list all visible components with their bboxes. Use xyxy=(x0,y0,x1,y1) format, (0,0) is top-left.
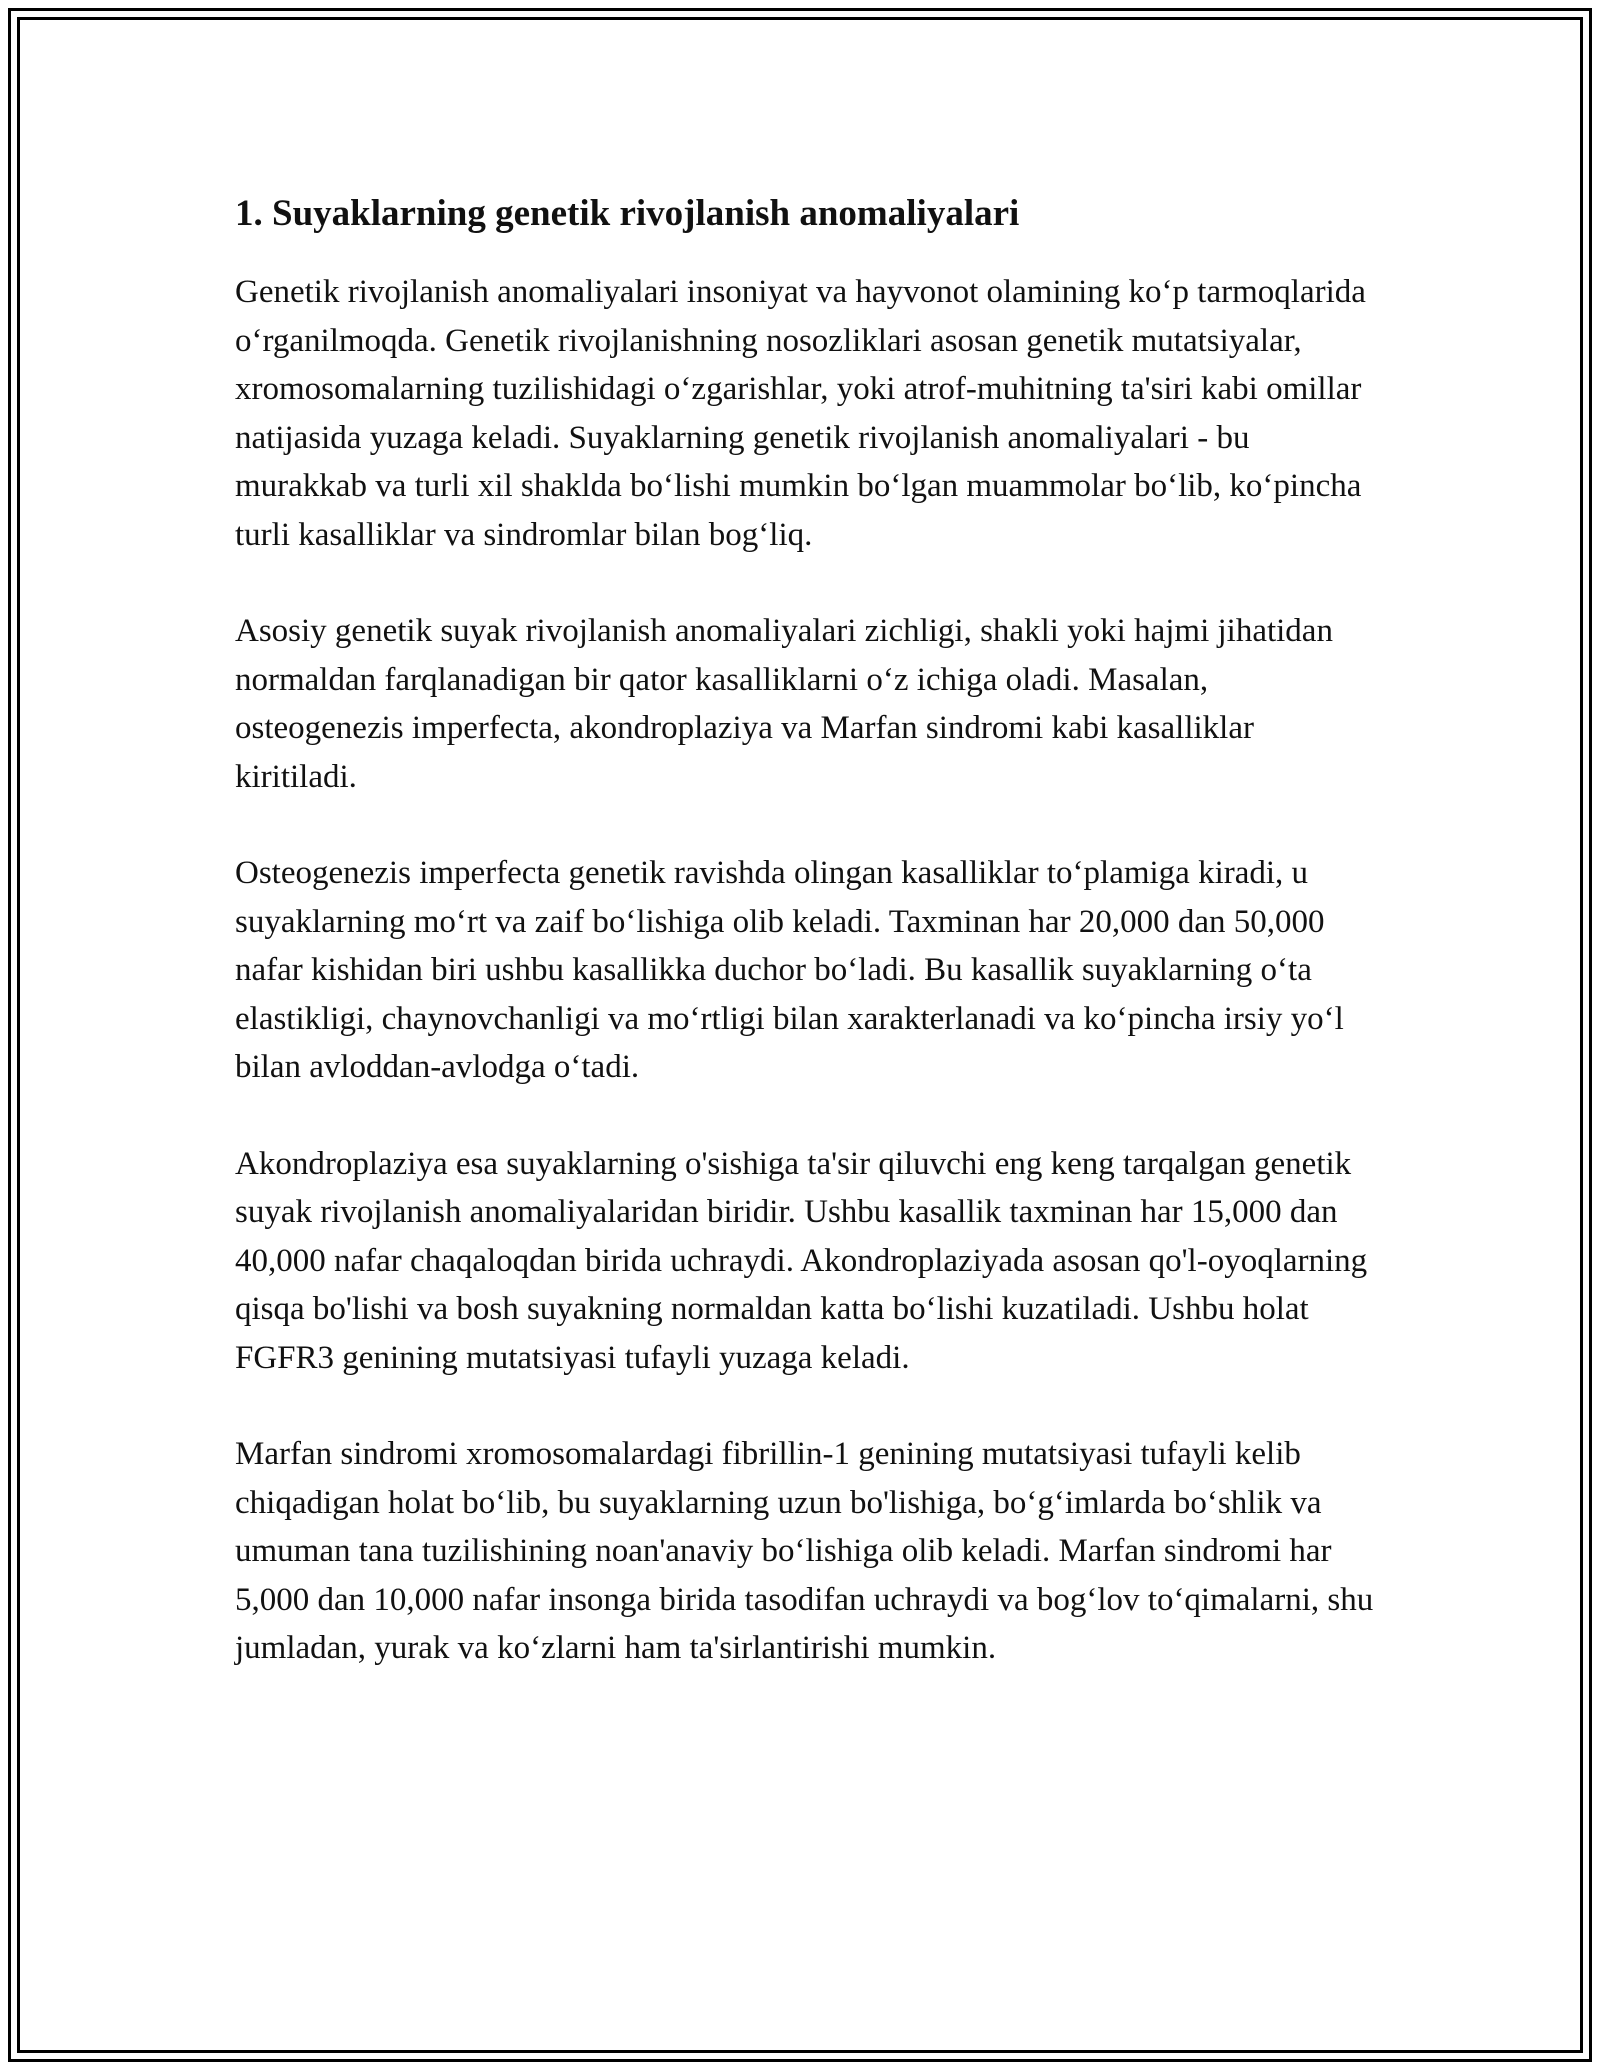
paragraph-achondroplasia: Akondroplaziya esa suyaklarning o'sishiga ta'sir qiluvchi eng keng tarqalgan genetik suyak rivojlanish anomaliyalaridan biridir. Ushbu kasallik taxminan har 15,000 dan 40,000 nafar chaqaloqdan birida uchraydi. Akondroplaziyada asosan qo'l-oyoqlarning qisqa bo'lishi va bosh suyakning normaldan katta bo‘lishi kuzatiladi. Ushbu holat FGFR3 genining mutatsiyasi tufayli yuzaga keladi. xyxy=(235,1145,1368,1376)
paragraph-main-anomalies: Asosiy genetik suyak rivojlanish anomaliyalari zichligi, shakli yoki hajmi jihatidan normaldan farqlanadigan bir qator kasalliklarni o‘z ichiga oladi. Masalan, osteogenezis imperfecta, akondroplaziya va Marfan sindromi kabi kasalliklar kiritiladi. xyxy=(235,613,1333,795)
paragraph-marfan-syndrome: Marfan sindromi xromosomalardagi fibrillin-1 genining mutatsiyasi tufayli kelib chiqadigan holat bo‘lib, bu suyaklarning uzun bo'lishiga, bo‘g‘imlarda bo‘shlik va umuman tana tuzilishining noan'anaviy bo‘lishiga olib keladi. Marfan sindromi har 5,000 dan 10,000 nafar insonga birida tasodifan uchraydi va bog‘lov to‘qimalarni, shu jumladan, yurak va ko‘zlarni ham ta'sirlantirishi mumkin. xyxy=(235,1436,1374,1666)
section-heading: 1. Suyaklarning genetik rivojlanish anomaliyalari xyxy=(235,193,1020,234)
document-body xyxy=(235,186,1375,1673)
paragraph-introduction: Genetik rivojlanish anomaliyalari insoniyat va hayvonot olamining ko‘p tarmoqlarida o‘rganilmoqda. Genetik rivojlanishning nosozliklari asosan genetik mutatsiyalar, xromosomalarning tuzilishidagi o‘zgarishlar, yoki atrof-muhitning ta'siri kabi omillar natijasida yuzaga keladi. Suyaklarning genetik rivojlanish anomaliyalari - bu murakkab va turli xil shaklda bo‘lishi mumkin bo‘lgan muammolar bo‘lib, ko‘pincha turli kasalliklar va sindromlar bilan bog‘liq. xyxy=(235,274,1366,553)
paragraph-osteogenesis-imperfecta: Osteogenezis imperfecta genetik ravishda olingan kasalliklar to‘plamiga kiradi, u suyaklarning mo‘rt va zaif bo‘lishiga olib keladi. Taxminan har 20,000 dan 50,000 nafar kishidan biri ushbu kasallikka duchor bo‘ladi. Bu kasallik suyaklarning o‘ta elastikligi, chaynovchanligi va mo‘rtligi bilan xarakterlanadi va ko‘pincha irsiy yo‘l bilan avloddan-avlodga o‘tadi. xyxy=(235,855,1344,1085)
